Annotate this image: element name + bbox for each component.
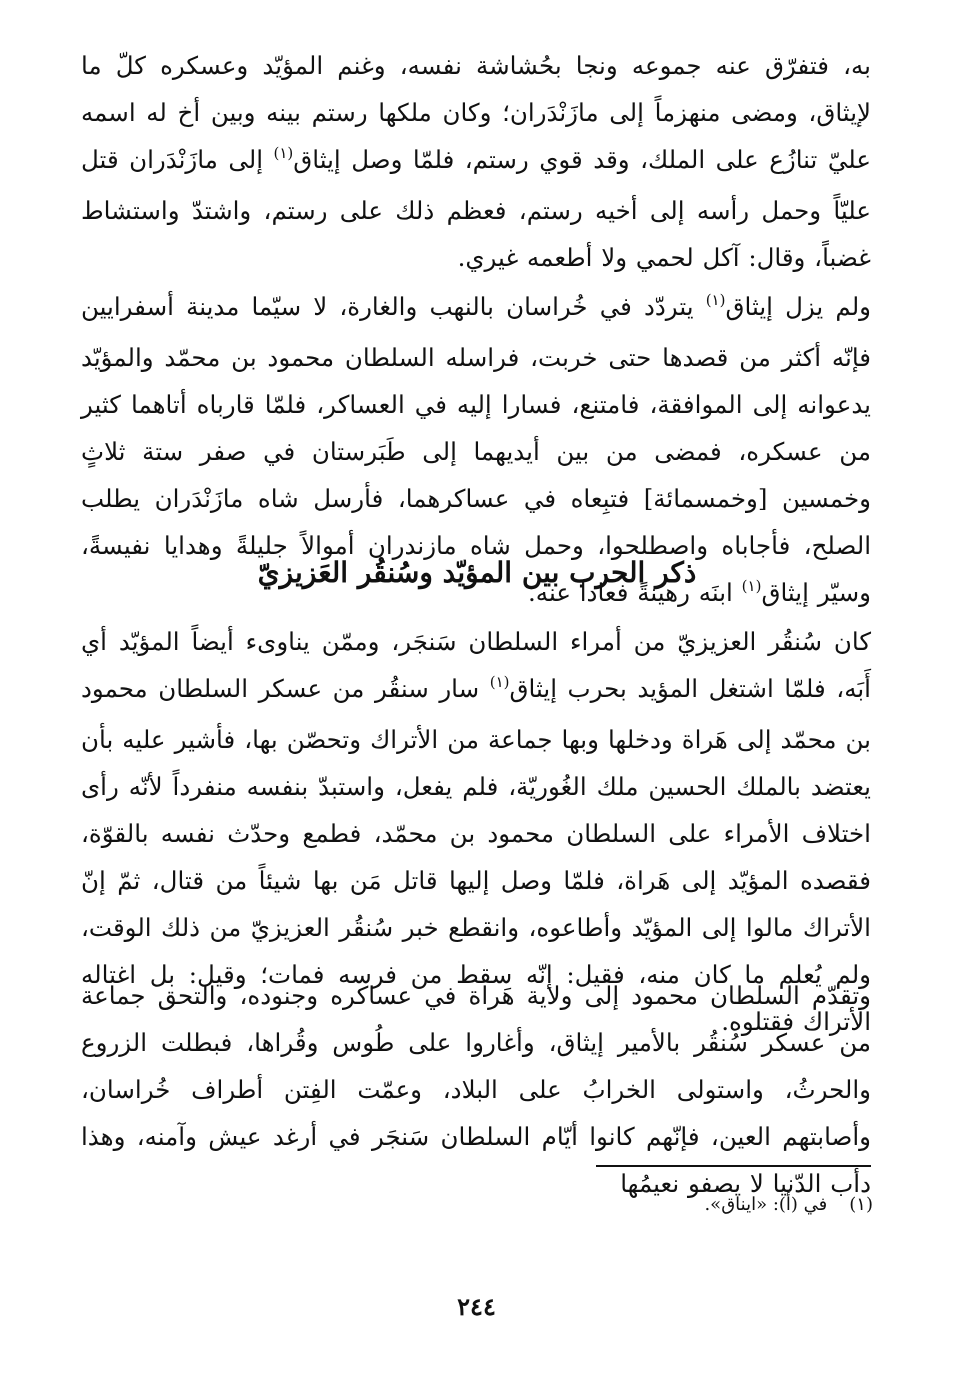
footnote-reference: (١) (273, 144, 294, 162)
section-heading: ذكر الحرب بين المؤيّد وسُنقُر العَزيزيّ (257, 556, 697, 589)
paragraph-3-text-b: سار سنقُر من عسكر السلطان محمود بن محمّد إلى هَراة ودخلها وبها جماعة من الأتراك وتحصّن بها، فأشير عليه بأن يعتضد بالملك الحسين ملك الغُوريّة، فلم يفعل، واستبدّ بنفسه منفرداً لأنّه رأى اختلاف الأمراء على السلطان محمود بن محمّد، فطمع وحدّث نفسه بالقوّة، فقصده المؤيّد إلى هَراة، فلمّا وصل إليها قاتل مَن بها شيئاً من قتال، ثمّ إنّ الأتراك مالوا إلى المؤيّد وأطاعوه، وانقطع خبر سُنقُر العزيزيّ من ذلك الوقت، ولم يُعلم ما كان منه، فقيل: إنّه سقط من فرسه فمات؛ وقيل: بل اغتاله الأتراك فقتلوه. (81, 674, 871, 1036)
paragraph-4 (81, 972, 871, 1207)
paragraph-2-text-b: يتردّد في خُراسان بالنهب والغارة، لا سيّما مدينة أسفرايين فإنّه أكثر من قصدها حتى خربت، فراسله السلطان محمود بن محمّد والمؤيّد يدعوانه إلى الموافقة، فامتنع، فسارا إليه في العساكر، فلمّا قارباه أتاهما كثير من عسكره، فمضى من بين أيديهما إلى طَبَرستان في صفر ستة ثلاثٍ وخمسين [وخمسمائة] فتبِعاه في عساكرهما، فأرسل شاه مازَنْدَران يطلب الصلح، فأجاباه واصطلحوا، وحمل شاه مازندران أموالاً جليلةً وهدايا نفيسةً، وسيّر إيثاق (81, 292, 871, 607)
paragraph-2-text-a: ولم يزل إيثاق (725, 292, 871, 321)
footnote-number: (١) (849, 1194, 873, 1215)
paragraph-3-text-a: كان سُنقُر العزيزيّ من أمراء السلطان سَنجَر، وممّن يناوىء أيضاً المؤيّد أي أَبَه، فلمّا اشتغل المؤيد بحرب إيثاق (81, 627, 871, 703)
footnote-divider (596, 1165, 871, 1167)
page-number: ٢٤٤ (457, 1292, 496, 1321)
paragraph-1 (81, 42, 871, 281)
footnote-reference: (١) (741, 577, 762, 595)
footnote-reference: (١) (489, 673, 510, 691)
footnote-reference: (١) (705, 291, 726, 309)
paragraph-1-text-a: به، فتفرّق عنه جموعه ونجا بحُشاشة نفسه، وغنم المؤيّد وعسكره كلّ ما لإيثاق، ومضى منهزماً إلى مازَنْدَران؛ وكان ملكها رستم بينه وبين أخ له اسمه عليّ تنازُع على الملك، وقد قوي رستم، فلمّا وصل إيثاق (81, 51, 871, 174)
paragraph-1-text-b: إلى مازَنْدَران قتل عليّاً وحمل رأسه إلى أخيه رستم، فعظم ذلك على رستم، واشتدّ واستشاط غضباً، وقال: آكل لحمي ولا أطعمه غيري. (81, 145, 871, 272)
footnote (83, 1190, 873, 1220)
footnote-text: في (أ): «ايناق». (704, 1194, 828, 1215)
paragraph-4-text: وتقدّم السلطان محمود إلى ولاية هَراة في عساكره وجنوده، والتحق جماعة من عسكر سُنقُر بالأمير إيثاق، وأغاروا على طُوس وقُراها، فبطلت الزروع والحرثُ، واستولى الخرابُ على البلاد، وعمّت الفِتن أطراف خُراسان، وأصابتهم العين، فإنّهم كانوا أيّام السلطان سَنجَر في أرغد عيش وآمنه، وهذا دأب الدّنيا لا يصفو نعيمُها (81, 981, 871, 1198)
paragraph-2-text-c: ابنَه رهينةً فعادا عنه. (528, 578, 742, 607)
